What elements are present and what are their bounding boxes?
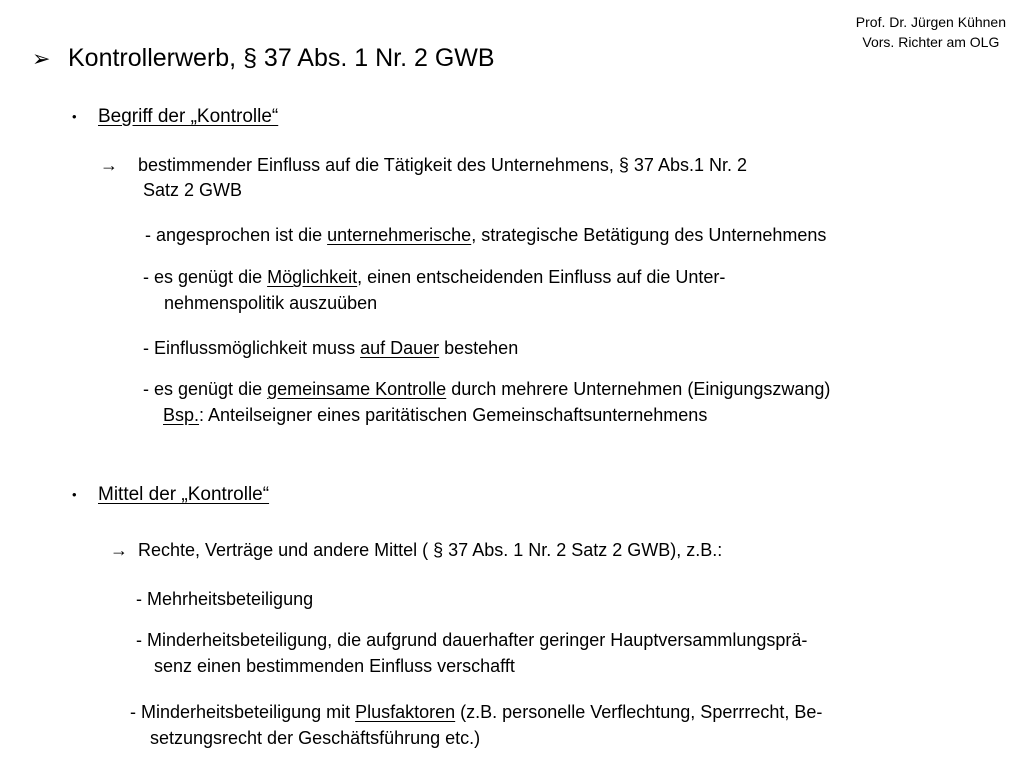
slide-title [32,44,495,73]
bullet-dot-icon: • [72,487,77,503]
section-heading-mittel [72,484,269,506]
list-item-plusfaktoren: - Minderheitsbeteiligung mit Plusfaktoren (z.B. personelle Verflechtung, Sperrrecht, Be- [130,702,823,722]
list-item-dauer: - Einflussmöglichkeit muss auf Dauer bestehen [143,338,519,358]
bullet-dot-icon: • [72,109,77,125]
slide-title-text: Kontrollerwerb, § 37 Abs. 1 Nr. 2 GWB [68,44,495,72]
list-item-example: Bsp.: Anteilseigner eines paritätischen Gemeinschaftsunternehmens [163,405,708,425]
means-intro [110,537,722,563]
means-intro-text: Rechte, Verträge und andere Mittel ( § 37 Abs. 1 Nr. 2 Satz 2 GWB), z.B.: [138,540,723,560]
author-name: Prof. Dr. Jürgen Kühnen [855,14,1006,30]
underlined-term: auf Dauer [360,338,440,358]
underlined-term: gemeinsame Kontrolle [267,379,447,399]
arrow-bullet-icon: ➢ [32,46,51,71]
definition-line-1 [100,152,747,178]
section-heading-begriff [72,106,278,128]
underlined-term: Möglichkeit [267,267,358,287]
arrow-icon: → [110,540,128,560]
list-item-unternehmerische: - angesprochen ist die unternehmerische, strategische Betätigung des Unternehmens [145,225,827,245]
definition-line-2: Satz 2 GWB [143,180,243,200]
example-label: Bsp. [163,405,200,425]
list-item-minderheit: - Minderheitsbeteiligung, die aufgrund dauerhafter geringer Hauptversammlungsprä- [136,630,808,650]
list-item-minderheit-cont: senz einen bestimmenden Einfluss verschafft [154,656,515,676]
author-info [856,12,1006,52]
list-item-plusfaktoren-cont: setzungsrecht der Geschäftsführung etc.) [150,728,481,748]
definition-text: bestimmender Einfluss auf die Tätigkeit des Unternehmens, § 37 Abs.1 Nr. 2 [138,155,747,175]
section-heading-label: Mittel der „Kontrolle“ [98,484,270,505]
section-heading-label: Begriff der „Kontrolle“ [98,106,279,127]
author-position: Vors. Richter am OLG [862,34,1000,50]
list-item-mehrheit: - Mehrheitsbeteiligung [136,589,314,609]
list-item-gemeinsame-kontrolle: - es genügt die gemeinsame Kontrolle durch mehrere Unternehmen (Einigungszwang) [143,379,831,399]
underlined-term: Plusfaktoren [355,702,456,722]
arrow-icon: → [100,155,118,175]
list-item-moeglichkeit-cont: nehmenspolitik auszuüben [164,293,378,313]
list-item-moeglichkeit: - es genügt die Möglichkeit, einen entscheidenden Einfluss auf die Unter- [143,267,726,287]
underlined-term: unternehmerische [327,225,472,245]
